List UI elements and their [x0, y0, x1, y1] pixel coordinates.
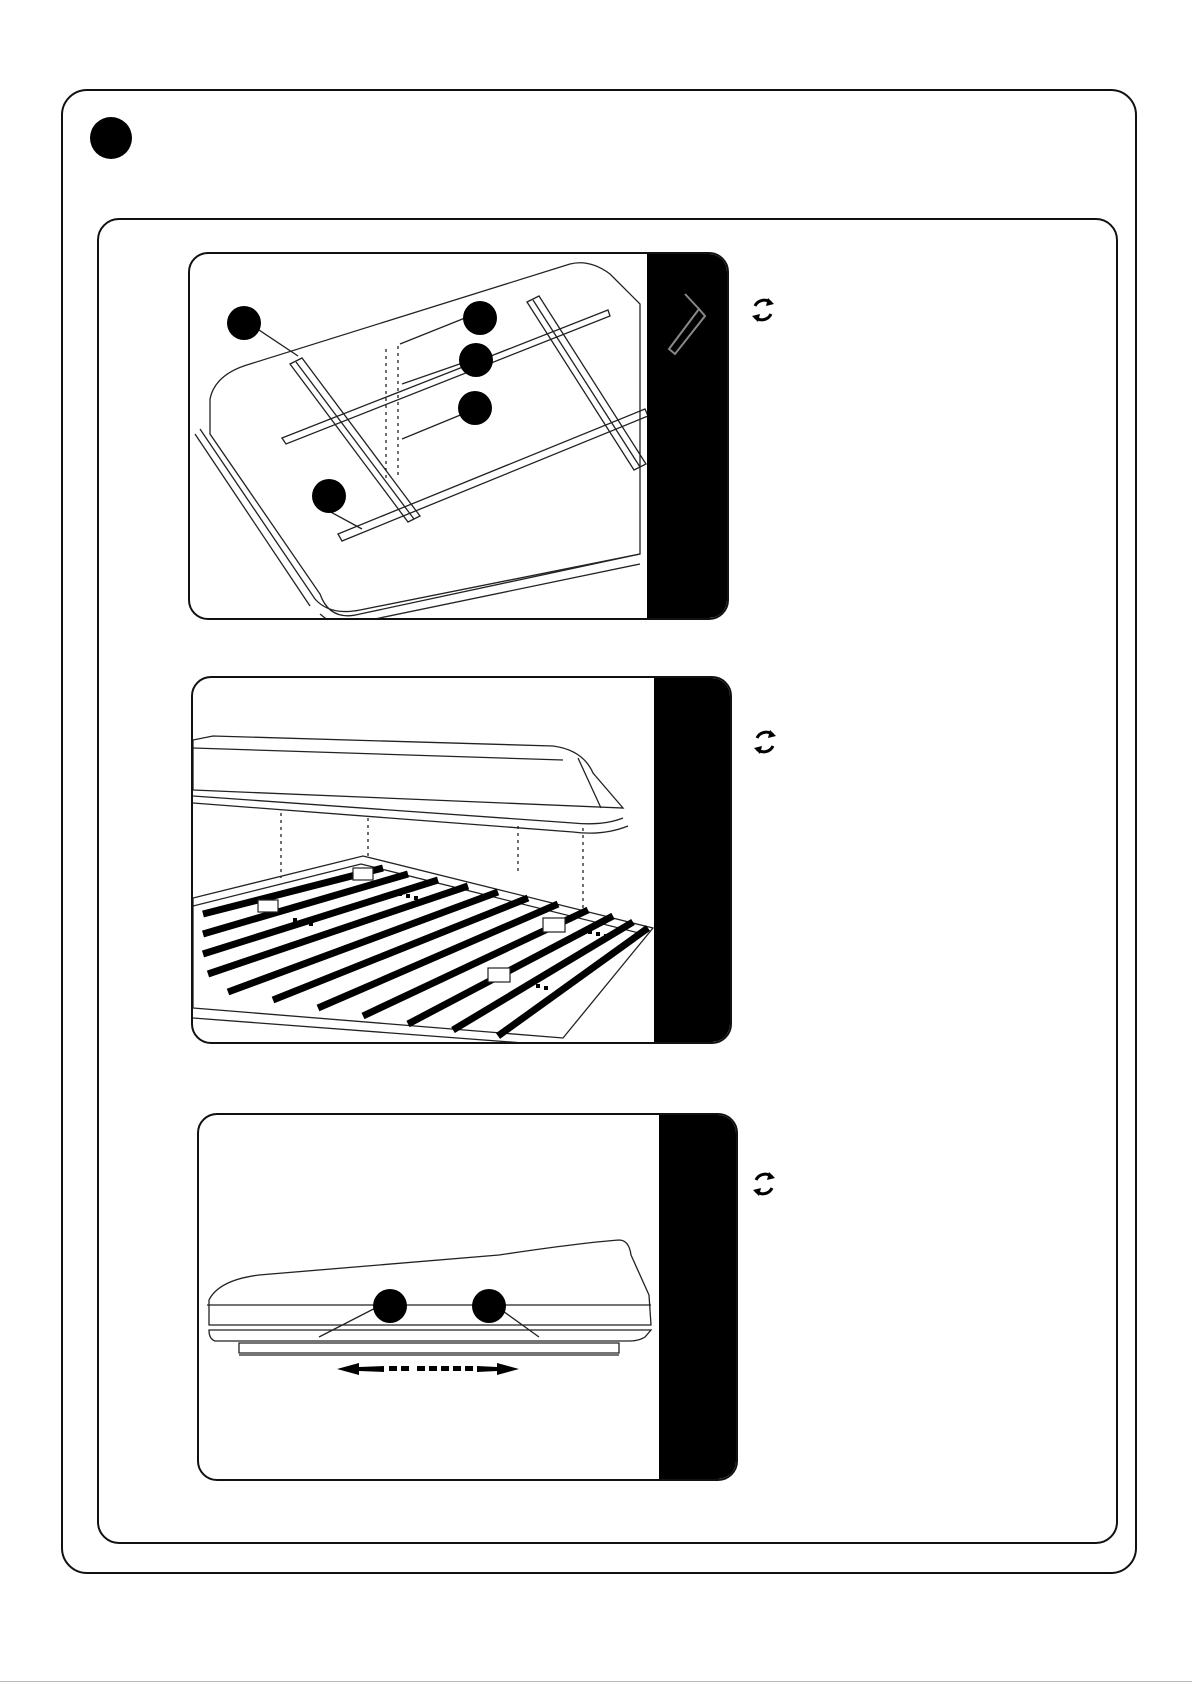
callout-marker	[373, 1289, 407, 1323]
allen-key-icon	[647, 254, 727, 620]
roof-box-side-view-drawing	[199, 1115, 738, 1481]
rotate-icon	[747, 294, 779, 326]
illustration-panel-1	[188, 252, 729, 620]
illustration-panel-2	[191, 676, 732, 1044]
tool-strip	[659, 1115, 736, 1479]
tool-strip	[654, 678, 730, 1042]
rotate-icon	[749, 726, 781, 758]
tool-strip	[647, 254, 727, 618]
callout-marker	[458, 391, 492, 425]
rotate-icon	[748, 1168, 780, 1200]
page-bottom-edge	[0, 1681, 1192, 1682]
illustration-panel-3	[197, 1113, 738, 1481]
callout-marker	[459, 343, 493, 377]
callout-marker	[227, 306, 261, 340]
callout-marker	[463, 301, 497, 335]
callout-marker	[472, 1289, 506, 1323]
callout-marker	[312, 479, 346, 513]
step-number-badge	[90, 117, 132, 159]
roof-box-over-rack-drawing	[193, 678, 732, 1044]
